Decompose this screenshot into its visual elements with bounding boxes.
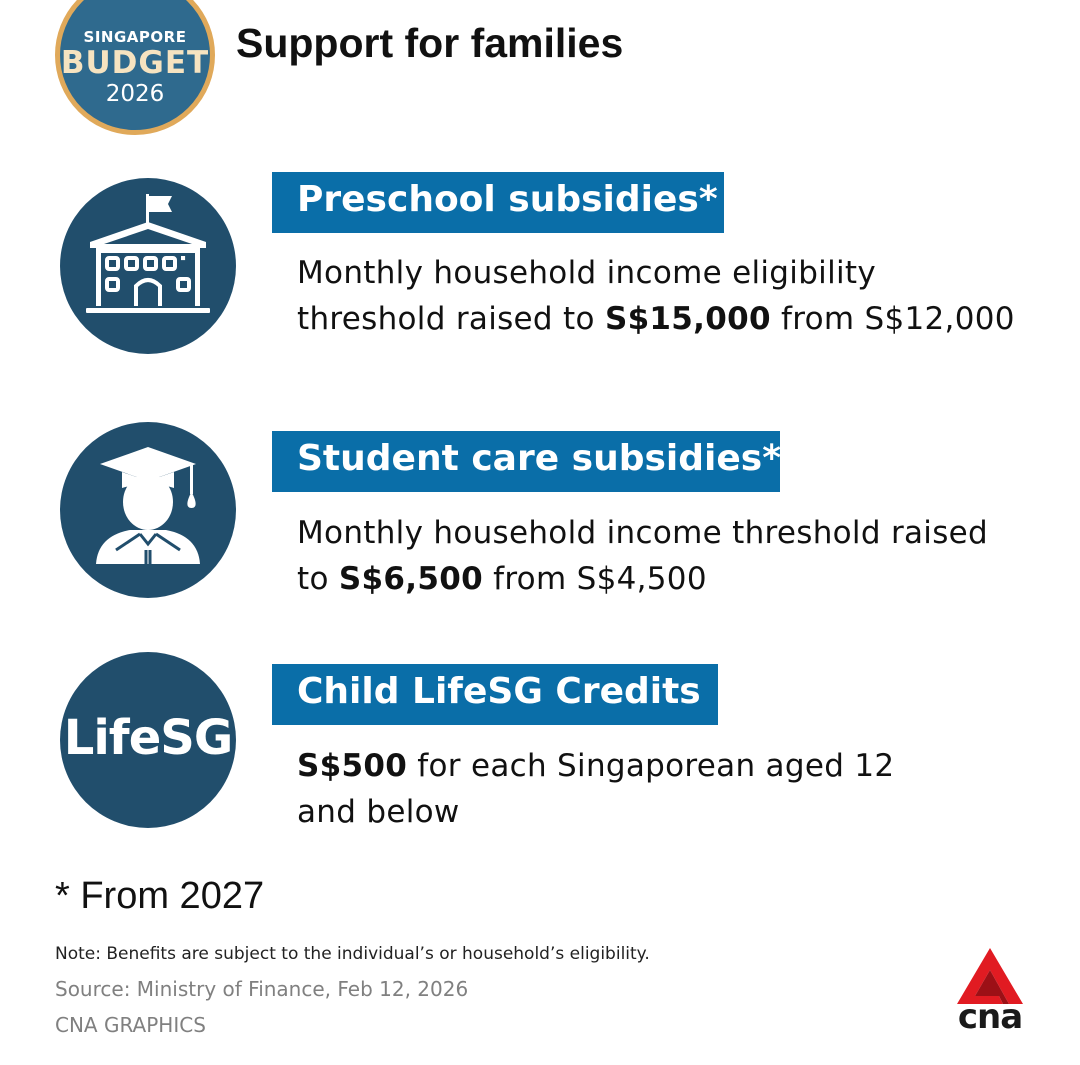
desc-lifesg	[297, 743, 894, 835]
text: for each Singaporean aged 12	[407, 748, 895, 784]
heading-preschool-subsidies: Preschool subsidies*	[272, 172, 724, 233]
heading-student-care-subsidies: Student care subsidies*	[272, 431, 780, 492]
desc-preschool-line1: Monthly household income eligibility	[297, 255, 877, 291]
desc-student-care-line2	[297, 556, 988, 602]
eligibility-note: Note: Benefits are subject to the individual’s or household’s eligibility.	[55, 944, 650, 964]
badge-line-year: 2026	[105, 81, 165, 107]
graphics-credit: CNA GRAPHICS	[55, 1013, 206, 1037]
cna-logo-text: cna	[957, 997, 1023, 1037]
badge-line-budget: BUDGET	[60, 45, 210, 81]
cna-logo	[955, 946, 1025, 1038]
amount-new-threshold: S$6,500	[338, 561, 483, 597]
desc-lifesg-line2: and below	[297, 794, 460, 830]
desc-lifesg-line1	[297, 743, 894, 789]
page-title: Support for families	[236, 20, 624, 66]
lifesg-logo-icon	[60, 652, 236, 828]
school-building-icon	[60, 178, 236, 354]
text: from S$4,500	[482, 561, 707, 597]
asterisk-footnote: * From 2027	[55, 875, 265, 917]
cna-logo-mark-icon	[955, 946, 1025, 1004]
amount-new-threshold: S$15,000	[604, 301, 771, 337]
desc-student-care	[297, 510, 988, 602]
text: to	[297, 561, 339, 597]
source-line: Source: Ministry of Finance, Feb 12, 2026	[55, 977, 469, 1001]
text: from S$12,000	[770, 301, 1015, 337]
graduate-icon	[60, 422, 236, 598]
amount-credit: S$500	[297, 748, 408, 784]
heading-child-lifesg-credits: Child LifeSG Credits	[272, 664, 718, 725]
badge-line-singapore: SINGAPORE	[83, 28, 187, 46]
desc-student-care-line1: Monthly household income threshold raised	[297, 515, 989, 551]
desc-preschool-line2	[297, 296, 1015, 342]
text: threshold raised to	[297, 301, 605, 337]
lifesg-logo-text: LifeSG	[63, 710, 233, 766]
desc-preschool	[297, 250, 1015, 342]
budget-2026-badge	[55, 0, 215, 135]
